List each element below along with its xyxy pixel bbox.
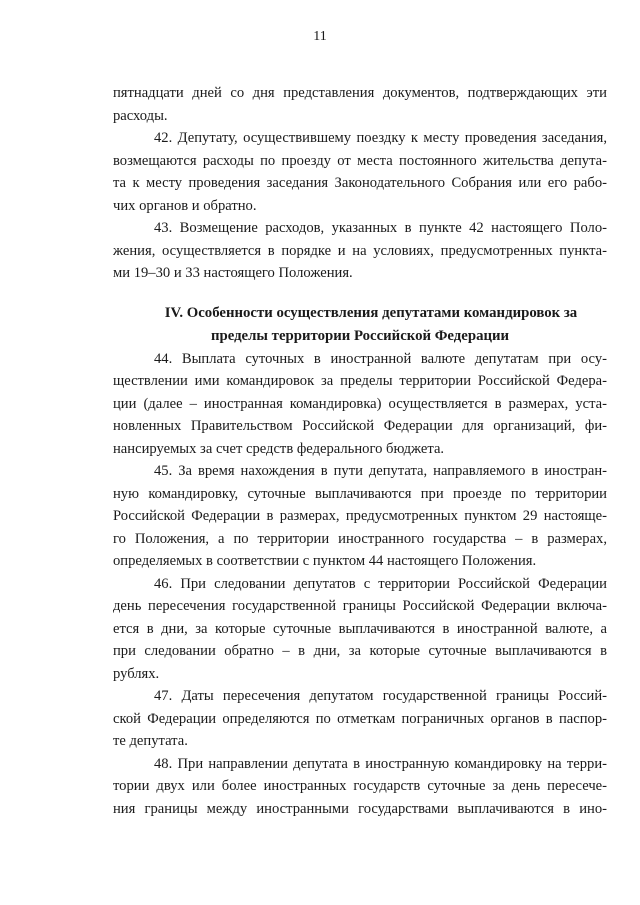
paragraph-48 (113, 753, 607, 821)
text-line: расходы. (113, 107, 168, 124)
text-line: ми 19–30 и 33 настоящего Положения. (113, 265, 353, 281)
text-line: при следовании обратно – в дни, за которые суточные выплачиваются в (113, 643, 607, 659)
text-line: нансируемых за счет средств федерального бюджета. (113, 440, 445, 457)
text-line: определяемых в соответствии с пунктом 44 настоящего Положения. (113, 553, 537, 569)
paragraph-46 (113, 573, 607, 686)
section-heading (113, 302, 607, 348)
text-line: тории двух или более иностранных государств суточные за день пересече- (113, 778, 607, 794)
text-line: 46. При следовании депутатов с территории Российской Федерации (154, 575, 607, 592)
text-line: 42. Депутату, осуществившему поездку к месту проведения заседания, (154, 130, 607, 146)
text-line: день пересечения государственной границы Российской Федерации включа- (113, 598, 607, 614)
paragraph-43 (113, 217, 607, 285)
paragraph-45 (113, 460, 607, 573)
text-line: ния границы между иностранными государствами выплачиваются в ино- (113, 800, 607, 817)
paragraph-continuation (113, 82, 607, 127)
document-body (113, 82, 607, 820)
paragraph-47 (113, 685, 607, 753)
text-line: рублях. (113, 665, 160, 682)
text-line: ную командировку, суточные выплачиваются при проезде по территории (113, 485, 607, 502)
text-line: 45. За время нахождения в пути депутата, направляемого в иностран- (154, 463, 607, 479)
text-line: 48. При направлении депутата в иностранную командировку на терри- (154, 755, 607, 772)
text-line: ется в дни, за которые суточные выплачиваются в иностранной валюте, а (113, 620, 607, 637)
text-line: возмещаются расходы по проезду от места постоянного жительства депута- (113, 152, 607, 169)
text-line: те депутата. (113, 733, 188, 749)
text-line: го Положения, а по территории иностранного государства – в размерах, (113, 530, 607, 547)
text-line: 43. Возмещение расходов, указанных в пункте 42 настоящего Поло- (154, 220, 607, 236)
text-line: чих органов и обратно. (113, 197, 257, 214)
section-heading-line: пределы территории Российской Федерации (210, 327, 510, 344)
text-line: Российской Федерации в размерах, предусмотренных пунктом 29 настояще- (113, 508, 607, 524)
text-line: новленных Правительством Российской Федерации для организаций, фи- (113, 418, 607, 434)
text-line: ществлении ими командировок за пределы территории Российской Федера- (113, 373, 607, 389)
paragraph-42 (113, 127, 607, 217)
text-line: 44. Выплата суточных в иностранной валюте депутатам при осу- (154, 350, 607, 367)
page-number: 11 (313, 29, 327, 44)
text-line: ской Федерации определяются по отметкам пограничных органов в паспор- (113, 710, 607, 727)
text-line: пятнадцати дней со дня представления документов, подтверждающих эти (113, 85, 607, 101)
text-line: та к месту проведения заседания Законодательного Собрания или его рабо- (113, 175, 607, 191)
text-line: ции (далее – иностранная командировка) осуществляется в размерах, уста- (113, 395, 607, 412)
section-heading-line: IV. Особенности осуществления депутатами командировок за (164, 304, 578, 321)
text-line: жения, осуществляется в порядке и на условиях, предусмотренных пункта- (113, 242, 607, 259)
paragraph-44 (113, 348, 607, 461)
text-line: 47. Даты пересечения депутатом государственной границы Россий- (154, 688, 607, 704)
